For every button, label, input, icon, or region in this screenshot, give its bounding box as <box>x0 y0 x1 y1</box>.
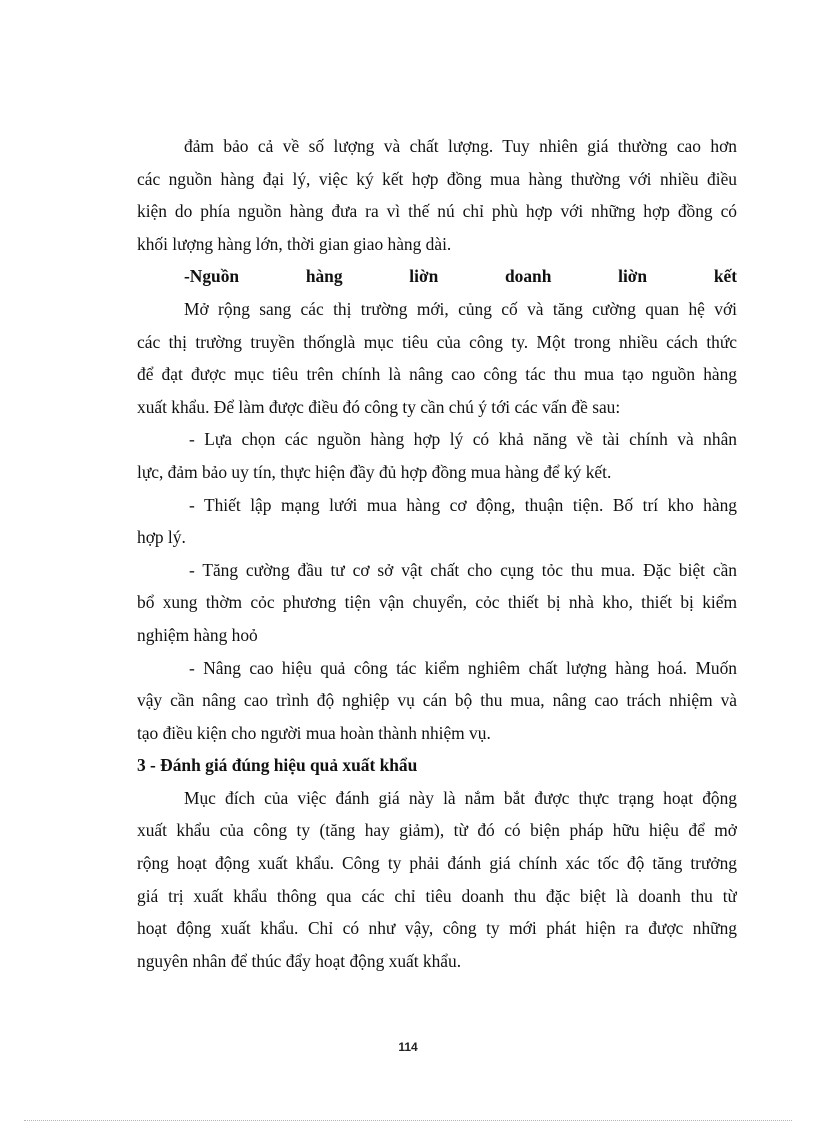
bullet-line: - Thiết lập mạng lưới mua hàng cơ động, thuận tiện. Bố trí kho hàng <box>189 494 737 515</box>
page-bottom-divider <box>24 1120 792 1121</box>
paragraph-line: lực, đảm bảo uy tín, thực hiện đầy đủ hợp đồng mua hàng để ký kết. <box>137 461 612 482</box>
paragraph-line: để đạt được mục tiêu trên chính là nâng cao công tác thu mua tạo nguồn hàng <box>137 364 737 385</box>
page-number: 114 <box>398 1040 418 1054</box>
paragraph-line: nghiệm hàng hoỏ <box>137 624 258 645</box>
paragraph-line: xuất khẩu. Để làm được điều đó công ty cần chú ý tới các vấn đề sau: <box>137 396 621 417</box>
paragraph-line: các thị trường truyền thốnglà mục tiêu của công ty. Một trong nhiều cách thức <box>137 331 737 352</box>
section-heading: 3 - Đánh giá đúng hiệu quả xuất khẩu <box>137 755 418 776</box>
paragraph-line: Mục đích của việc đánh giá này là nắm bắt được thực trạng hoạt động <box>184 787 737 808</box>
paragraph-line: nguyên nhân để thúc đẩy hoạt động xuất khẩu. <box>137 950 462 971</box>
paragraph-line: giá trị xuất khẩu thông qua các chỉ tiêu doanh thu đặc biệt là doanh thu từ <box>137 885 737 906</box>
bullet-line: - Lựa chọn các nguồn hàng hợp lý có khả năng về tài chính và nhân <box>189 429 737 450</box>
paragraph-line: hoạt động xuất khẩu. Chỉ có như vậy, công ty mới phát hiện ra được những <box>137 918 737 939</box>
paragraph-line: đảm bảo cả về số lượng và chất lượng. Tuy nhiên giá thường cao hơn <box>184 136 737 156</box>
paragraph-line: khối lượng hàng lớn, thời gian giao hàng dài. <box>137 233 452 254</box>
paragraph-line: Mở rộng sang các thị trường mới, củng cố và tăng cường quan hệ với <box>184 298 737 319</box>
paragraph-line: tạo điều kiện cho người mua hoàn thành nhiệm vụ. <box>137 722 491 743</box>
paragraph-line: kiện do phía nguồn hàng đưa ra vì thế nú chỉ phù hợp với những hợp đồng có <box>137 201 737 222</box>
bullet-line: - Tăng cường đầu tư cơ sở vật chất cho cụng tỏc thu mua. Đặc biệt cần <box>189 559 737 580</box>
section-subheading: -Nguồn hàng liờn doanh liờn kết <box>184 266 737 287</box>
paragraph-line: các nguồn hàng đại lý, việc ký kết hợp đồng mua hàng thường với nhiều điều <box>137 168 737 189</box>
paragraph-line: rộng hoạt động xuất khẩu. Công ty phải đánh giá chính xác tốc độ tăng trưởng <box>137 853 737 874</box>
paragraph-line: hợp lý. <box>137 527 186 548</box>
paragraph-line: xuất khẩu của công ty (tăng hay giảm), từ đó có biện pháp hữu hiệu để mở <box>137 820 737 841</box>
body-text <box>137 130 737 977</box>
paragraph-line: vậy cần nâng cao trình độ nghiệp vụ cán bộ thu mua, nâng cao trách nhiệm và <box>137 690 737 711</box>
bullet-line: - Nâng cao hiệu quả công tác kiểm nghiêm chất lượng hàng hoá. Muốn <box>189 657 737 678</box>
paragraph-line: bổ xung thờm cỏc phương tiện vận chuyển, cỏc thiết bị nhà kho, thiết bị kiểm <box>137 592 737 613</box>
